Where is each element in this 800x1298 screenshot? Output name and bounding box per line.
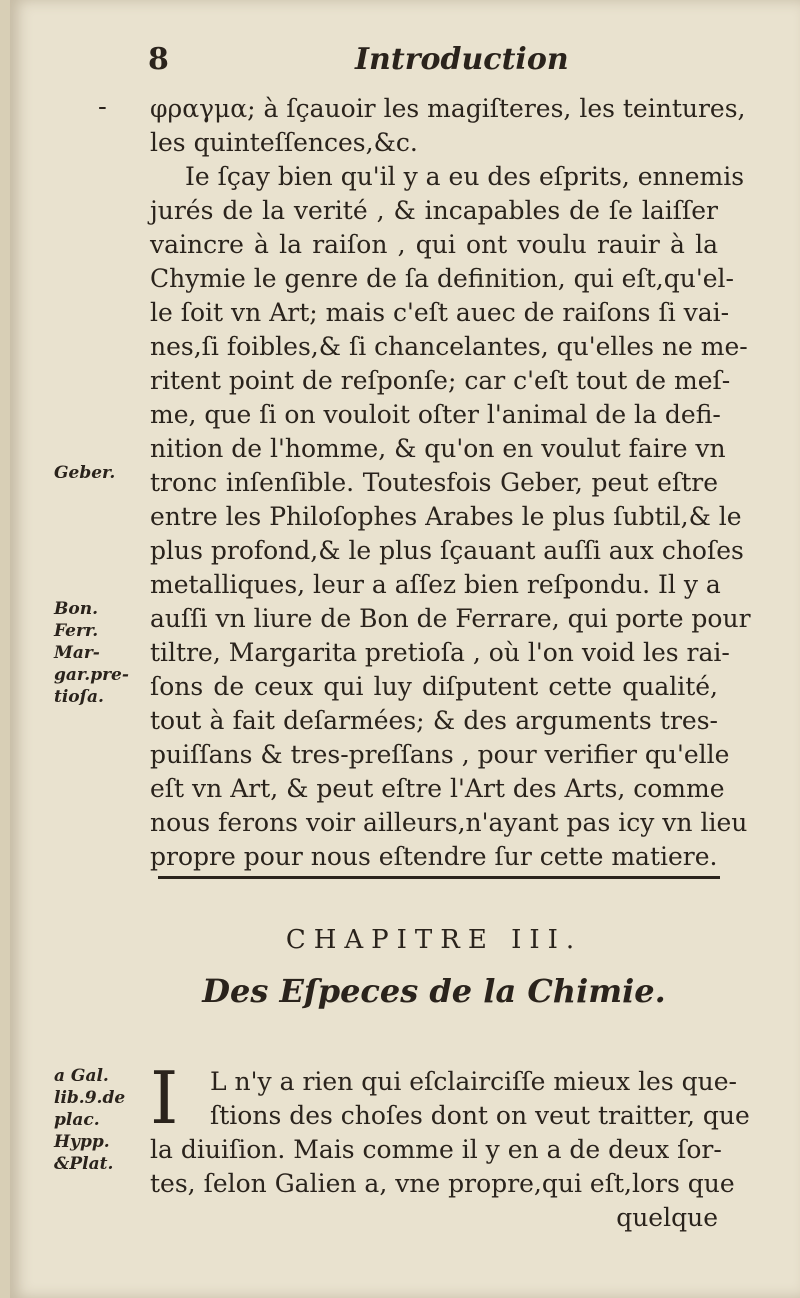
margin-note-line: tioſa. — [54, 687, 104, 707]
text-line: eſt vn Art, & peut eſtre l'Art des Arts, comme — [150, 774, 725, 803]
text-line: jurés de la verité , & incapables de ſe laiſſer — [150, 196, 718, 225]
catchword: quelque — [616, 1203, 718, 1232]
text-line: me, que ſi on vouloit oſter l'animal de la defi- — [150, 400, 721, 429]
text-line: entre les Philoſophes Arabes le plus ſubtil,& le — [150, 502, 742, 531]
margin-note-line: Hypp. — [54, 1132, 110, 1152]
text-line: les quinteſſences,&c. — [150, 128, 418, 157]
chapter-title: Des Eſpeces de la Chimie. — [202, 972, 666, 1010]
text-line: Chymie le genre de ſa definition, qui eſt,qu'el- — [150, 264, 734, 293]
margin-note-line: Mar- — [54, 643, 100, 663]
margin-note-bon-ferrare — [54, 598, 129, 708]
text-line: ſons de ceux qui luy diſputent cette qualité, — [150, 672, 718, 701]
section-rule — [158, 876, 720, 879]
text-line: nition de l'homme, & qu'on en voulut faire vn — [150, 434, 726, 463]
page-number: 8 — [148, 42, 169, 77]
text-line: puiſſans & tres-preſſans , pour verifier qu'elle — [150, 740, 730, 769]
margin-note-line: gar.pre- — [54, 665, 129, 685]
text-line: la diuiſion. Mais comme il y en a de deux ſor- — [150, 1135, 722, 1164]
text-line: le ſoit vn Art; mais c'eſt auec de raiſons ſi vai- — [150, 298, 730, 327]
text-line: propre pour nous eſtendre ſur cette matiere. — [150, 842, 718, 871]
text-line: φραγμα; à ſçauoir les magiſteres, les teintures, — [150, 94, 746, 123]
text-line: plus profond,& le plus ſçauant auſſi aux choſes — [150, 536, 744, 565]
margin-note-line: plac. — [54, 1110, 100, 1130]
chapter-heading: CHAPITRE III. — [285, 925, 583, 955]
text-line: ſtions des choſes dont on veut traitter, que — [210, 1101, 750, 1130]
margin-note-line: Ferr. — [54, 621, 99, 641]
text-line: tout à fait deſarmées; & des arguments tres- — [150, 706, 718, 735]
text-line: tes, ſelon Galien a, vne propre,qui eſt,lors que — [150, 1169, 735, 1198]
text-line: tiltre, Margarita pretioſa , où l'on void les rai- — [150, 638, 730, 667]
drop-cap: I — [150, 1056, 179, 1140]
text-line: nous ferons voir ailleurs,n'ayant pas icy vn lieu — [150, 808, 748, 837]
text-line: vaincre à la raiſon , qui ont voulu rauir à la — [150, 230, 718, 259]
text-line: ritent point de reſponſe; car c'eſt tout de meſ- — [150, 366, 731, 395]
margin-note-line: lib.9.de — [54, 1088, 126, 1108]
margin-note-line: a Gal. — [54, 1066, 109, 1086]
text-line: Ie ſçay bien qu'il y a eu des eſprits, ennemis — [185, 162, 745, 191]
margin-note-galien — [54, 1065, 125, 1175]
text-line: tronc inſenſible. Toutesfois Geber, peut eſtre — [150, 468, 718, 497]
margin-dash: - — [98, 92, 107, 122]
text-line: metalliques, leur a aſſez bien reſpondu. Il y a — [150, 570, 721, 599]
text-line: nes,ſi foibles,& ſi chancelantes, qu'elles ne me- — [150, 332, 748, 361]
margin-note-line: &Plat. — [54, 1154, 114, 1174]
text-line: auſſi vn liure de Bon de Ferrare, qui porte pour — [150, 604, 751, 633]
margin-note-geber: Geber. — [54, 463, 116, 483]
margin-note-line: Bon. — [54, 599, 98, 619]
running-title: Introduction — [355, 42, 569, 77]
text-line: L n'y a rien qui eſclairciſſe mieux les que- — [210, 1067, 737, 1096]
book-page — [10, 0, 800, 1298]
